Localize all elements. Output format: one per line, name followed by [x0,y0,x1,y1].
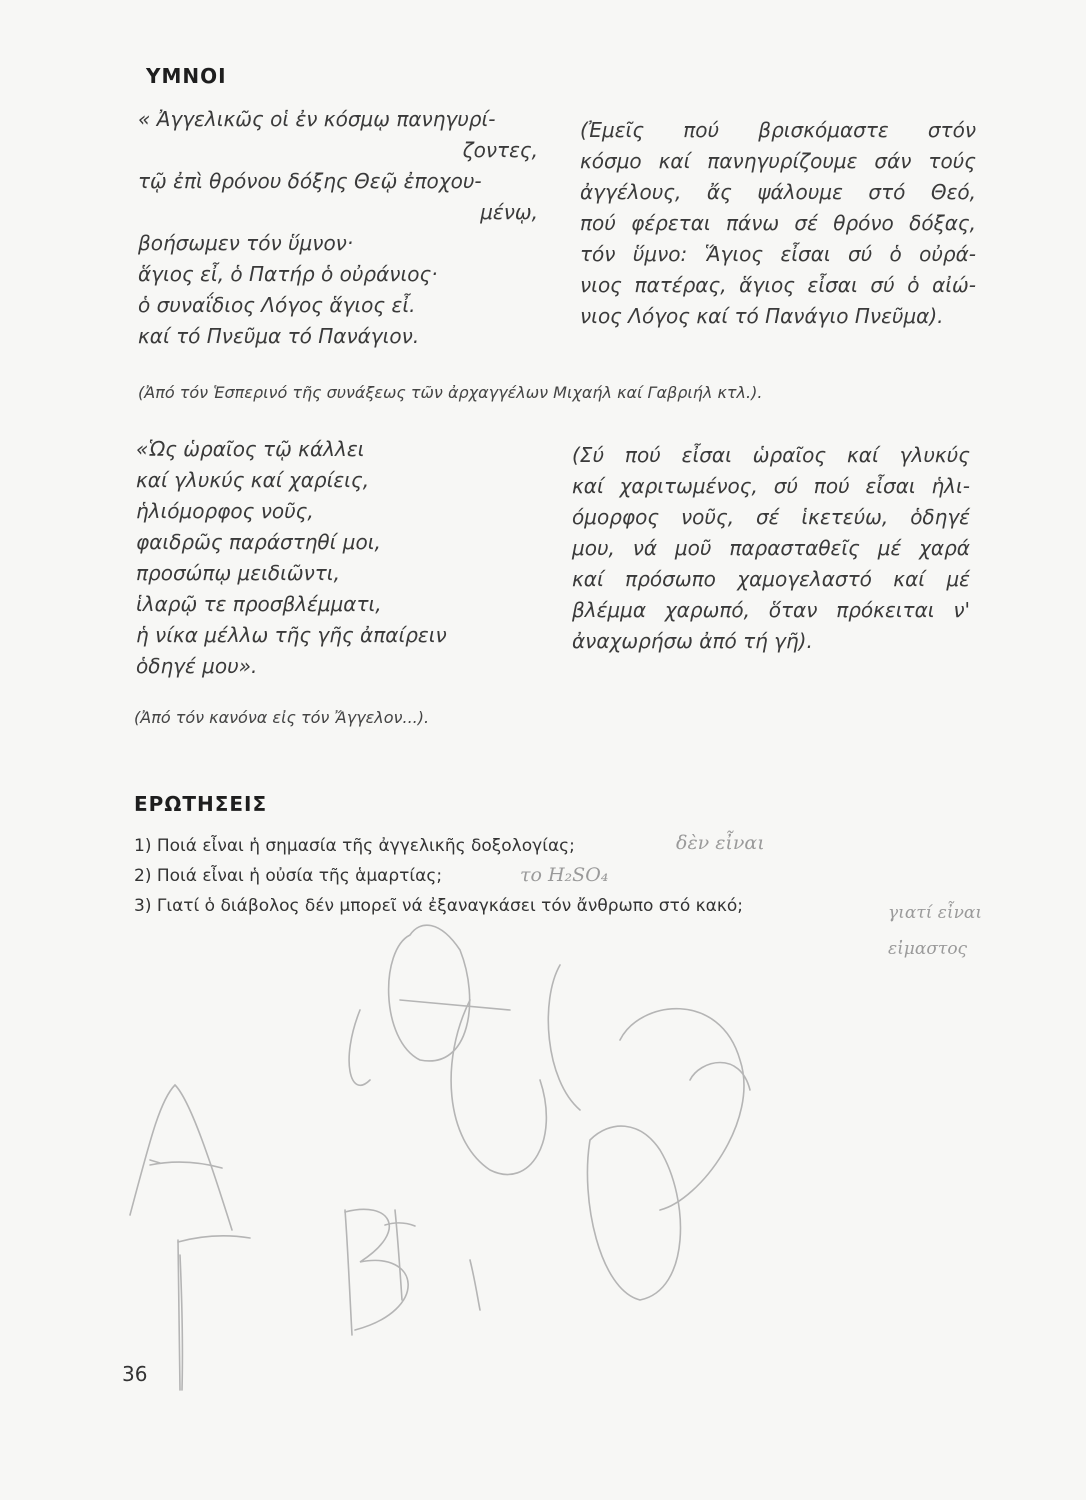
hymn2-modern-line: όμορφος νοῦς, σέ ἱκετεύω, ὁδηγέ [572,505,970,529]
page-number: 36 [122,1362,148,1386]
question-text: Γιατί ὁ διάβολος δέν μπορεῖ νά ἐξαναγκάσει τόν ἄνθρωπο στό κακό; [156,896,743,916]
hymn2-modern-line: (Σύ πού εἶσαι ὡραῖος καί γλυκύς [572,443,970,467]
hymn1-source: (Ἀπό τόν Ἑσπερινό τῆς συνάξεως τῶν ἀρχαγγέλων Μιχαήλ καί Γαβριήλ κτλ.). [138,383,763,402]
hymns-heading: ΥΜΝΟΙ [146,64,227,88]
hymn2-greek-line: προσώπῳ μειδιῶντι, [136,561,340,585]
hymn1-modern-line: πού φέρεται πάνω σέ θρόνο δόξας, [580,211,976,235]
hymn1-greek-line: τῷ ἐπὶ θρόνου δόξης Θεῷ ἐποχου- [138,169,482,193]
hymn2-modern-line: μου, νά μοῦ παρασταθεῖς μέ χαρά [572,536,970,560]
hymn2-greek-line: ἱλαρῷ τε προσβλέμματι, [136,592,382,616]
hymn1-modern-line: νιος Λόγος καί τό Πανάγιο Πνεῦμα). [580,304,944,328]
hymn2-greek-line: «Ὡς ὡραῖος τῷ κάλλει [136,437,365,461]
hymn2-source: (Ἀπό τόν κανόνα εἰς τόν Ἄγγελον...). [134,708,430,727]
question-number: 3) [134,896,152,916]
hymn1-modern-line: ἀγγέλους, ἄς ψάλουμε στό Θεό, [580,180,976,204]
hymn1-greek-line: μένῳ, [480,200,538,224]
questions-heading: ΕΡΩΤΗΣΕΙΣ [134,792,268,816]
hymn2-modern-line: καί πρόσωπο χαμογελαστό καί μέ [572,567,970,591]
hymn2-modern-line: βλέμμα χαρωπό, ὅταν πρόκειται ν' [572,598,970,622]
hymn2-greek-line: ἡ νίκα μέλλω τῆς γῆς ἀπαίρειν [136,623,447,647]
hymn1-greek-line: ζοντες, [462,138,538,162]
hymn1-greek-line: καί τό Πνεῦμα τό Πανάγιον. [138,324,420,348]
hymn1-greek-line: βοήσωμεν τόν ὕμνον· [138,231,354,255]
question-number: 1) [134,836,152,856]
hymn1-modern-line: τόν ὕμνο: Ἅγιος εἶσαι σύ ὁ οὐρά- [580,242,976,266]
handwritten-answer-3: γιατί εἶναι εἰμαστος [888,903,983,959]
hymn1-greek-line: ὁ συναΐδιος Λόγος ἅγιος εἶ. [138,293,416,317]
hymn2-greek-line: ἡλιόμορφος νοῦς, [136,499,314,523]
hymn2-greek-line: καί γλυκύς καί χαρίεις, [136,468,370,492]
hymn1-modern-line: (Ἐμεῖς πού βρισκόμαστε στόν [580,118,976,142]
hymn2-modern-line: καί χαριτωμένος, σύ πού εἶσαι ἡλι- [572,474,970,498]
hymn1-greek-line: « Ἀγγελικῶς οἱ ἐν κόσμῳ πανηγυρί- [138,107,496,131]
hymn1-modern-line: κόσμο καί πανηγυρίζουμε σάν τούς [580,149,976,173]
hymn1-modern-line: νιος πατέρας, ἅγιος εἶσαι σύ ὁ αἰώ- [580,273,976,297]
question-text: Ποιά εἶναι ἡ οὐσία τῆς ἁμαρτίας; [156,866,443,886]
hymn1-greek-line: ἅγιος εἶ, ὁ Πατήρ ὁ οὐράνιος· [138,262,438,286]
hymn2-modern-line: ἀναχωρήσω ἀπό τή γῆ). [572,629,813,653]
question-number: 2) [134,866,152,886]
handwritten-answer-1: δὲν εἶναι [676,832,765,854]
hymn2-greek-line: ὁδηγέ μου». [136,654,258,678]
hymn2-greek-line: φαιδρῶς παράστηθί μοι, [136,530,381,554]
question-text: Ποιά εἶναι ἡ σημασία τῆς ἀγγελικῆς δοξολογίας; [156,836,575,856]
handwritten-answer-2: το H₂SO₄ [520,864,609,886]
